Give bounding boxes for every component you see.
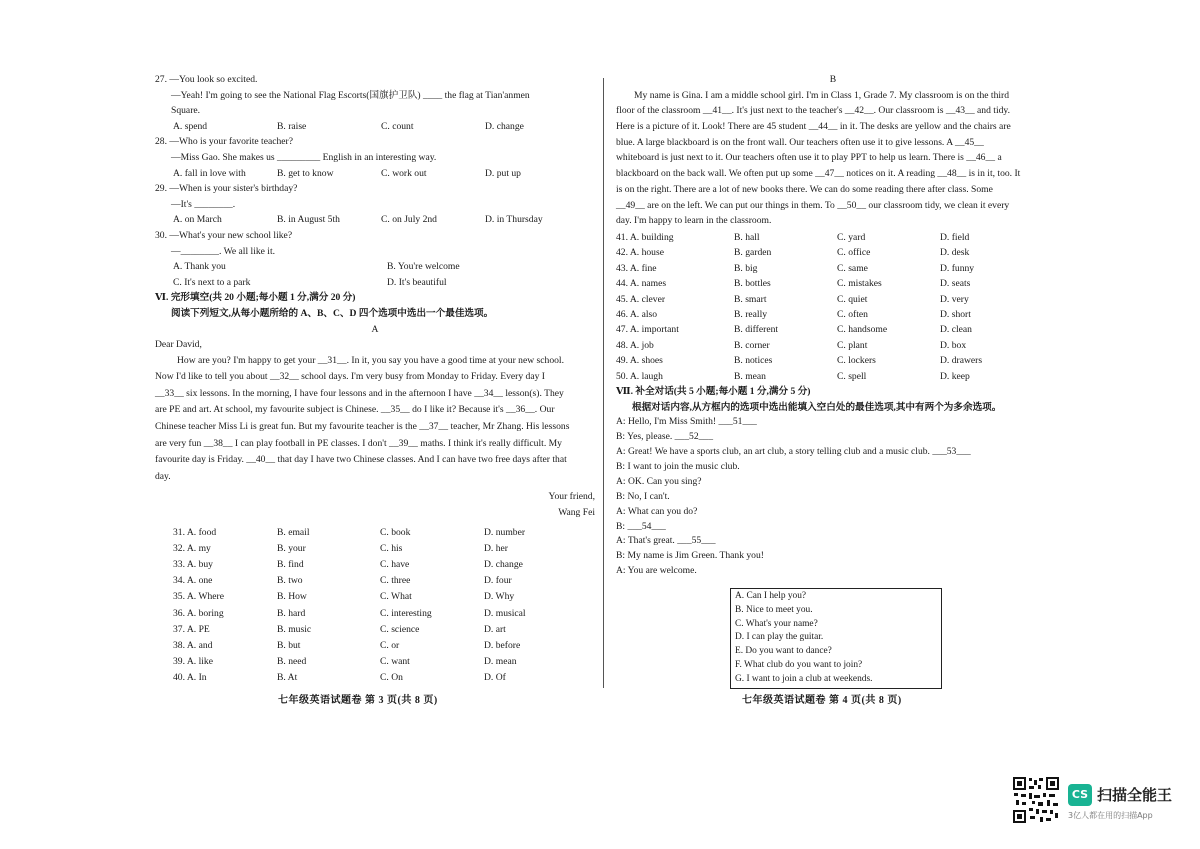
cloze-row <box>155 638 595 654</box>
dialogue-line: B: No, I can't. <box>616 490 670 502</box>
cloze-row <box>616 245 1050 260</box>
option: 45. A. clever <box>616 293 666 305</box>
cloze-row <box>616 322 1050 337</box>
passage-b-line: whiteboard is just next to it. Our teachers often use it to play PPT to help us learn. There is __46__ a <box>616 152 1002 164</box>
option: B. corner <box>734 339 770 351</box>
cloze-row <box>155 622 595 638</box>
brand-name: 扫描全能王 <box>1097 786 1173 804</box>
question-29 <box>155 181 595 228</box>
option: D. drawers <box>940 355 983 367</box>
option: D. box <box>940 339 967 351</box>
option: B. raise <box>277 120 307 132</box>
camscanner-logo-icon: CS <box>1068 784 1092 806</box>
option: B. How <box>277 591 307 603</box>
option: C. yard <box>837 231 866 243</box>
option: B. hard <box>277 607 306 619</box>
dialogue-line: A: Great! We have a sports club, an art club, a story telling club and a music club. ___53___ <box>616 445 971 457</box>
question-27 <box>155 72 595 134</box>
cloze-row <box>616 292 1050 307</box>
option: C. office <box>837 247 871 259</box>
q30-line2: —________. We all like it. <box>171 245 276 257</box>
cloze-row <box>155 525 595 541</box>
option: C. count <box>381 120 414 132</box>
passage-b-label: B <box>829 74 837 85</box>
option: B. email <box>277 526 310 538</box>
q27-line1: 27. —You look so excited. <box>155 74 258 85</box>
letter-signer: Wang Fei <box>558 507 595 519</box>
option: C. mistakes <box>837 278 882 290</box>
option: B. but <box>277 640 301 652</box>
q28-line2: —Miss Gao. She makes us _________ English in an interesting way. <box>171 151 437 163</box>
option: B. find <box>277 559 304 571</box>
option: 44. A. names <box>616 278 667 290</box>
option: C. or <box>380 640 400 652</box>
option: C. same <box>837 262 868 274</box>
passage-b-line: is on the right. There are a lot of new books there. We can do some reading there after class. Some <box>616 183 993 195</box>
option: D. clean <box>940 324 972 336</box>
q27-options <box>155 119 595 135</box>
option: D. mean <box>484 656 517 668</box>
option: D. change <box>484 559 523 571</box>
dialogue-line: B: I want to join the music club. <box>616 460 740 472</box>
cloze-row <box>616 261 1050 276</box>
dialogue-line: A: What can you do? <box>616 505 698 517</box>
option: 31. A. food <box>173 526 217 538</box>
option: B. mean <box>734 370 766 382</box>
option: 42. A. house <box>616 247 664 259</box>
q28-options <box>155 166 595 182</box>
scanner-watermark <box>1012 776 1182 828</box>
cloze-row <box>155 557 595 573</box>
cloze-row <box>616 369 1050 384</box>
option: 40. A. In <box>173 672 207 684</box>
q29-line1: 29. —When is your sister's birthday? <box>155 183 298 195</box>
dialogue-line: A: That's great. ___55___ <box>616 535 716 547</box>
passage-a-line: day. <box>155 470 171 482</box>
option: C. interesting <box>380 607 432 619</box>
q30-line1: 30. —What's your new school like? <box>155 229 293 241</box>
dialogue-line: A: You are welcome. <box>616 565 697 577</box>
option: B. hall <box>734 231 760 243</box>
option: C. On <box>380 672 403 684</box>
dialogue <box>616 415 1050 579</box>
option: C. What <box>380 591 412 603</box>
question-30 <box>155 228 595 290</box>
option: B. At <box>277 672 298 684</box>
option: 35. A. Where <box>173 591 224 603</box>
dialogue-line: A: Hello, I'm Miss Smith! ___51___ <box>616 416 757 428</box>
option: B. really <box>734 308 768 320</box>
option: B. notices <box>734 355 773 367</box>
q29-line2: —It's ________. <box>171 198 236 210</box>
right-page <box>616 72 1050 579</box>
option: D. musical <box>484 607 526 619</box>
option: C. book <box>380 526 411 538</box>
option: D. keep <box>940 370 970 382</box>
option: C. often <box>837 308 868 320</box>
cloze-row <box>616 276 1050 291</box>
brand-tagline: 3亿人都在用的扫描App <box>1068 811 1153 820</box>
option: C. It's next to a park <box>173 276 251 288</box>
passage-b-line: Here is a picture of it. Look! There are 45 student __44__ in it. The desks are yellow and the chairs are <box>616 121 1011 132</box>
section-7-title: Ⅶ. 补全对话(共 5 小题;每小题 1 分,满分 5 分) <box>616 385 811 397</box>
section-7-instruction: 根据对话内容,从方框内的选项中选出能填入空白处的最佳选项,其中有两个为多余选项。 <box>632 401 1002 413</box>
box-option: B. Nice to meet you. <box>735 604 813 615</box>
box-option: A. Can I help you? <box>735 591 807 601</box>
option: C. quiet <box>837 293 868 305</box>
option: 46. A. also <box>616 308 658 320</box>
box-option: D. I can play the guitar. <box>735 632 824 643</box>
option: B. bottles <box>734 278 771 290</box>
q29-options <box>155 212 595 228</box>
option: D. in Thursday <box>485 214 543 226</box>
option: C. his <box>380 542 403 554</box>
option: D. change <box>485 120 524 132</box>
letter-greeting: Dear David, <box>155 339 202 351</box>
q30-options <box>155 259 595 290</box>
option: C. on July 2nd <box>381 214 437 226</box>
option: B. smart <box>734 293 767 305</box>
option: C. spell <box>837 370 867 382</box>
option: A. spend <box>173 120 208 132</box>
option: 33. A. buy <box>173 559 213 571</box>
section-6-instruction: 阅读下列短文,从每小题所给的 A、B、C、D 四个选项中选出一个最佳选项。 <box>171 307 494 319</box>
option: C. want <box>380 656 410 668</box>
box-option: E. Do you want to dance? <box>735 646 832 657</box>
page-footer-left: 七年级英语试题卷 第 3 页(共 8 页) <box>278 695 438 706</box>
letter-signoff: Your friend, <box>548 491 595 503</box>
dialogue-line: B: ___54___ <box>616 520 666 532</box>
dialogue-options-box <box>730 588 942 689</box>
option: D. art <box>484 623 506 635</box>
passage-a-line: favourite day is Friday. __40__ that day I have two Chinese classes. And I can have two free days after that <box>155 454 567 466</box>
cloze-row <box>155 606 595 622</box>
cloze-row <box>155 541 595 557</box>
passage-a-line: Chinese teacher Miss Li is great fun. But my favourite teacher is the __37__ teacher, Mr Zhang. His lessons <box>155 421 570 433</box>
option: D. It's beautiful <box>387 276 447 288</box>
option: D. put up <box>485 167 521 179</box>
cloze-row <box>155 654 595 670</box>
option: D. funny <box>940 262 975 274</box>
option: B. You're welcome <box>387 261 460 273</box>
option: C. work out <box>381 167 427 179</box>
option: C. lockers <box>837 355 876 367</box>
passage-b-line: blue. A large blackboard is on the front wall. Our teachers often use it to give lessons. A __45__ <box>616 136 984 148</box>
passage-a-line: How are you? I'm happy to get your __31__. In it, you say you have a good time at your new school. <box>177 354 564 366</box>
cloze-row <box>155 573 595 589</box>
option: 48. A. job <box>616 339 654 351</box>
option: B. music <box>277 623 312 635</box>
q27-line3: Square. <box>171 105 201 117</box>
passage-a <box>155 353 595 486</box>
option: 47. A. important <box>616 324 679 336</box>
option: B. garden <box>734 247 772 259</box>
cloze-row <box>616 353 1050 368</box>
option: D. number <box>484 526 526 538</box>
option: D. four <box>484 575 512 587</box>
option: D. before <box>484 640 521 652</box>
passage-b <box>616 88 1050 229</box>
option: 38. A. and <box>173 640 213 652</box>
passage-a-line: are PE and art. At school, my favourite subject is Chinese. __35__ do I like it? Because it's __36__. Our <box>155 404 555 416</box>
option: 50. A. laugh <box>616 370 663 382</box>
option: C. plant <box>837 339 868 351</box>
option: 49. A. shoes <box>616 355 663 367</box>
dialogue-line: B: Yes, please. ___52___ <box>616 431 714 443</box>
cloze-row <box>616 307 1050 322</box>
option: C. have <box>380 559 410 571</box>
cloze-row <box>616 230 1050 245</box>
option: D. field <box>940 231 970 243</box>
option: B. need <box>277 656 307 668</box>
passage-a-line: are very fun __38__ I can play football in PE classes. I don't __39__ maths. I think it's really difficult. My <box>155 437 562 449</box>
box-option: F. What club do you want to join? <box>735 659 863 670</box>
option: B. big <box>734 262 758 274</box>
dialogue-line: A: OK. Can you sing? <box>616 475 702 487</box>
passage-b-line: blackboard on the back wall. We often put up some __47__ notices on it. A reading __48__ is in it, too. It <box>616 168 1021 180</box>
cloze-row <box>155 670 595 686</box>
option: B. your <box>277 542 306 554</box>
passage-b-line: __49__ are on the left. We can put our things in them. To __50__ our classroom tidy, we clean it every <box>616 199 1010 211</box>
option: C. handsome <box>837 324 888 336</box>
option: A. Thank you <box>173 261 226 273</box>
option: D. Why <box>484 591 515 603</box>
box-option: G. I want to join a club at weekends. <box>735 673 873 684</box>
option: 32. A. my <box>173 542 211 554</box>
question-28 <box>155 134 595 181</box>
option: D. desk <box>940 247 970 259</box>
option: 37. A. PE <box>173 623 210 635</box>
option: B. get to know <box>277 167 334 179</box>
option: 36. A. boring <box>173 607 224 619</box>
option: B. two <box>277 575 303 587</box>
page-footer-right: 七年级英语试题卷 第 4 页(共 8 页) <box>742 695 902 706</box>
option: D. Of <box>484 672 506 684</box>
cloze-row <box>616 338 1050 353</box>
option: C. three <box>380 575 411 587</box>
option: C. science <box>380 623 420 635</box>
qr-code-icon <box>1012 776 1060 824</box>
passage-a-line: Now I'd like to tell you about __32__ school days. I'm very busy from Monday to Friday. Every day I <box>155 371 545 383</box>
cloze-b-options <box>616 230 1050 384</box>
option: D. seats <box>940 278 971 290</box>
passage-a-line: __33__ six lessons. In the morning, I have four lessons and in the afternoon I have __34__ lesson(s). They <box>155 387 564 399</box>
cloze-a-options <box>155 525 595 687</box>
left-page <box>155 72 595 687</box>
option: A. fall in love with <box>173 167 246 179</box>
q28-line1: 28. —Who is your favorite teacher? <box>155 136 293 148</box>
passage-b-line: day. I'm happy to learn in the classroom. <box>616 215 772 227</box>
option: B. in August 5th <box>277 214 340 226</box>
option: D. her <box>484 542 508 554</box>
section-6-title: Ⅵ. 完形填空(共 20 小题;每小题 1 分,满分 20 分) <box>155 292 356 304</box>
passage-b-line: floor of the classroom __41__. It's just next to the teacher's __42__. Our classroom is __43__ and tidy. <box>616 105 1010 117</box>
option: 34. A. one <box>173 575 213 587</box>
option: D. short <box>940 308 971 320</box>
box-option: C. What's your name? <box>735 618 818 629</box>
option: 41. A. building <box>616 231 674 243</box>
passage-b-line: My name is Gina. I am a middle school girl. I'm in Class 1, Grade 7. My classroom is on the third <box>634 89 1010 101</box>
passage-a-label: A <box>371 323 379 335</box>
option: 39. A. like <box>173 656 213 668</box>
option: 43. A. fine <box>616 262 657 274</box>
q27-line2: —Yeah! I'm going to see the National Flag Escorts(国旗护卫队) ____ the flag at Tian'anmen <box>171 89 530 101</box>
dialogue-line: B: My name is Jim Green. Thank you! <box>616 550 764 562</box>
option: A. on March <box>173 214 222 226</box>
page-divider <box>603 78 604 688</box>
option: D. very <box>940 293 969 305</box>
option: B. different <box>734 324 779 336</box>
cloze-row <box>155 589 595 605</box>
